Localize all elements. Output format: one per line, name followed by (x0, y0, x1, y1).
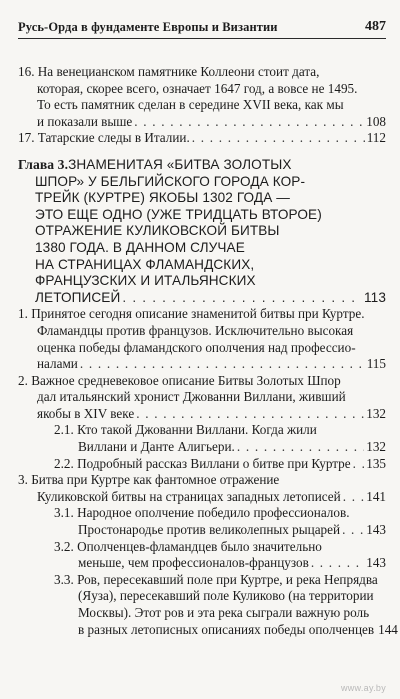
dot-leader (134, 114, 364, 131)
dot-leader (136, 406, 364, 423)
page-number: 487 (365, 19, 386, 34)
dot-leader (80, 356, 365, 373)
toc-entry-line (18, 97, 386, 114)
toc-entry-text: 2.2. Подробный рассказ Виллани о битве при Куртре (54, 455, 351, 471)
dot-leader (237, 439, 364, 456)
toc-page-number: 143 (366, 522, 386, 538)
toc-entry-line (54, 439, 386, 456)
toc-entry-line (18, 174, 386, 191)
toc-entry (18, 373, 386, 423)
toc-entry-text: 3. Битва при Куртре как фантомное отражение (18, 472, 280, 488)
toc-entry-line (18, 207, 386, 224)
toc-entry-line (18, 323, 386, 340)
toc-entry-text: 2. Важное средневековое описание Битвы Золотых Шпор (18, 372, 341, 388)
dot-leader (311, 555, 364, 572)
toc-entry-text: ЗНАМЕНИТАЯ «БИТВА ЗОЛОТЫХ (68, 156, 292, 172)
dot-leader (342, 522, 364, 539)
toc-entry-line (18, 240, 386, 257)
toc-entry-text: 17. Татарские следы в Италии. (18, 130, 190, 146)
toc-entry-line (18, 114, 386, 131)
dot-leader (122, 290, 362, 307)
dot-leader (192, 130, 365, 147)
toc-entry-text: ЭТО ЕЩЕ ОДНО (УЖЕ ТРИДЦАТЬ ВТОРОЕ) (35, 206, 322, 222)
toc-entry-line (18, 389, 386, 406)
toc-entry (18, 157, 386, 306)
dot-leader (353, 456, 365, 473)
toc-entry-text: дал итальянский хронист Джованни Виллани, живший (37, 389, 346, 405)
toc-entry-text: Виллани и Данте Алигьери. (78, 439, 235, 455)
toc-entry-line (18, 257, 386, 274)
toc-page-number: 144 (378, 621, 398, 637)
toc-entry-text: налами (37, 356, 78, 372)
toc-page-number: 143 (366, 555, 386, 571)
table-of-contents (18, 64, 398, 638)
toc-entry-text: То есть памятник сделан в середине XVII века, как мы (37, 97, 344, 113)
toc-entry-text: ЛЕТОПИСЕЙ (35, 289, 121, 305)
toc-entry-text: оценка победы фламандского ополчения над профессио- (37, 339, 356, 355)
toc-entry-line (18, 306, 386, 323)
toc-entry-text: 16. На венецианском памятнике Коллеони стоит дата, (18, 64, 320, 79)
spacer (18, 147, 386, 157)
toc-page-number: 113 (364, 289, 386, 305)
toc-entry-line (18, 373, 386, 390)
toc-entry-line (54, 505, 386, 522)
toc-entry-text: 1380 ГОДА. В ДАННОМ СЛУЧАЕ (35, 239, 245, 255)
running-title: Русь-Орда в фундаменте Европы и Византии (18, 20, 278, 34)
toc-entry-text: ТРЕЙК (КУРТРЕ) ЯКОБЫ 1302 ГОДА — (35, 190, 290, 206)
toc-entry-line (18, 290, 386, 307)
toc-entry-text: НА СТРАНИЦАХ ФЛАМАНДСКИХ, (35, 256, 255, 272)
toc-entry-text: в разных летописных описаниях победы ополченцев (78, 621, 375, 637)
toc-entry (18, 472, 386, 505)
toc-entry-line (54, 572, 386, 589)
toc-entry-line (18, 273, 386, 290)
toc-entry (18, 505, 386, 538)
toc-entry-line (18, 190, 386, 207)
toc-entry-text: 1. Принятое сегодня описание знаменитой битвы при Куртре. (18, 306, 365, 322)
toc-entry-line (54, 522, 386, 539)
toc-entry-line (54, 422, 386, 439)
toc-entry-text: 3.2. Ополченцев-фламандцев было значительно (54, 538, 322, 554)
toc-entry-line (54, 555, 386, 572)
chapter-label: Глава 3. (18, 156, 69, 172)
toc-entry-text: Москвы). Этот ров и эта река сыграли важную роль (78, 605, 370, 620)
toc-entry-text: Фламандцы против французов. Исключительно высокая (37, 322, 354, 338)
running-header (18, 17, 386, 39)
toc-page-number: 132 (366, 405, 386, 421)
toc-page-number: 108 (366, 113, 386, 129)
toc-entry-line (18, 130, 386, 147)
toc-entry (18, 130, 386, 147)
toc-entry-text: 3.1. Народное ополчение победило профессионалов. (54, 505, 350, 521)
toc-entry-line (18, 472, 386, 489)
toc-entry-line (54, 456, 386, 473)
toc-entry (18, 306, 386, 372)
toc-page-number: 115 (366, 356, 386, 372)
toc-entry-line (54, 539, 386, 556)
toc-entry-line (18, 340, 386, 357)
toc-entry-text: якобы в XIV веке (37, 405, 135, 421)
toc-entry (18, 571, 398, 638)
toc-entry (18, 64, 386, 130)
watermark: www.ay.by (340, 683, 386, 693)
toc-entry (18, 422, 386, 455)
toc-entry-line (18, 64, 386, 81)
toc-entry-text: ШПОР» У БЕЛЬГИЙСКОГО ГОРОДА КОР- (35, 173, 306, 189)
toc-entry-line (18, 489, 386, 506)
toc-entry-text: ОТРАЖЕНИЕ КУЛИКОВСКОЙ БИТВЫ (35, 223, 280, 239)
toc-entry-line (18, 223, 386, 240)
toc-entry (18, 539, 386, 572)
toc-entry-line (18, 406, 386, 423)
toc-page-number: 135 (366, 455, 386, 471)
toc-entry (18, 456, 386, 473)
dot-leader (343, 489, 365, 506)
toc-entry-text: 3.3. Ров, пересекавший поле при Куртре, и река Непрядва (54, 571, 378, 587)
toc-page-number: 132 (366, 439, 386, 455)
toc-entry-text: которая, скорее всего, означает 1647 год, а вовсе не 1495. (37, 80, 358, 96)
toc-entry-text: (Яуза), пересекавший поле Куликово (на территории (78, 588, 374, 604)
toc-entry-line (54, 621, 398, 639)
toc-entry-line (18, 81, 386, 98)
toc-entry-line (18, 157, 386, 174)
toc-entry-text: Куликовской битвы на страницах западных летописей (37, 488, 341, 504)
toc-entry-text: Простонародье против великолепных рыцарей (78, 522, 341, 538)
toc-entry-line (18, 356, 386, 373)
toc-entry-line (54, 588, 386, 605)
toc-entry-text: 2.1. Кто такой Джованни Виллани. Когда жили (54, 422, 317, 438)
toc-entry-line (54, 605, 386, 622)
toc-entry-text: меньше, чем профессионалов-французов (78, 555, 309, 571)
toc-entry-text: ФРАНЦУЗСКИХ И ИТАЛЬЯНСКИХ (35, 273, 256, 289)
toc-entry-text: и показали выше (37, 113, 133, 129)
toc-page-number: 112 (366, 130, 386, 146)
toc-page-number: 141 (366, 488, 386, 504)
